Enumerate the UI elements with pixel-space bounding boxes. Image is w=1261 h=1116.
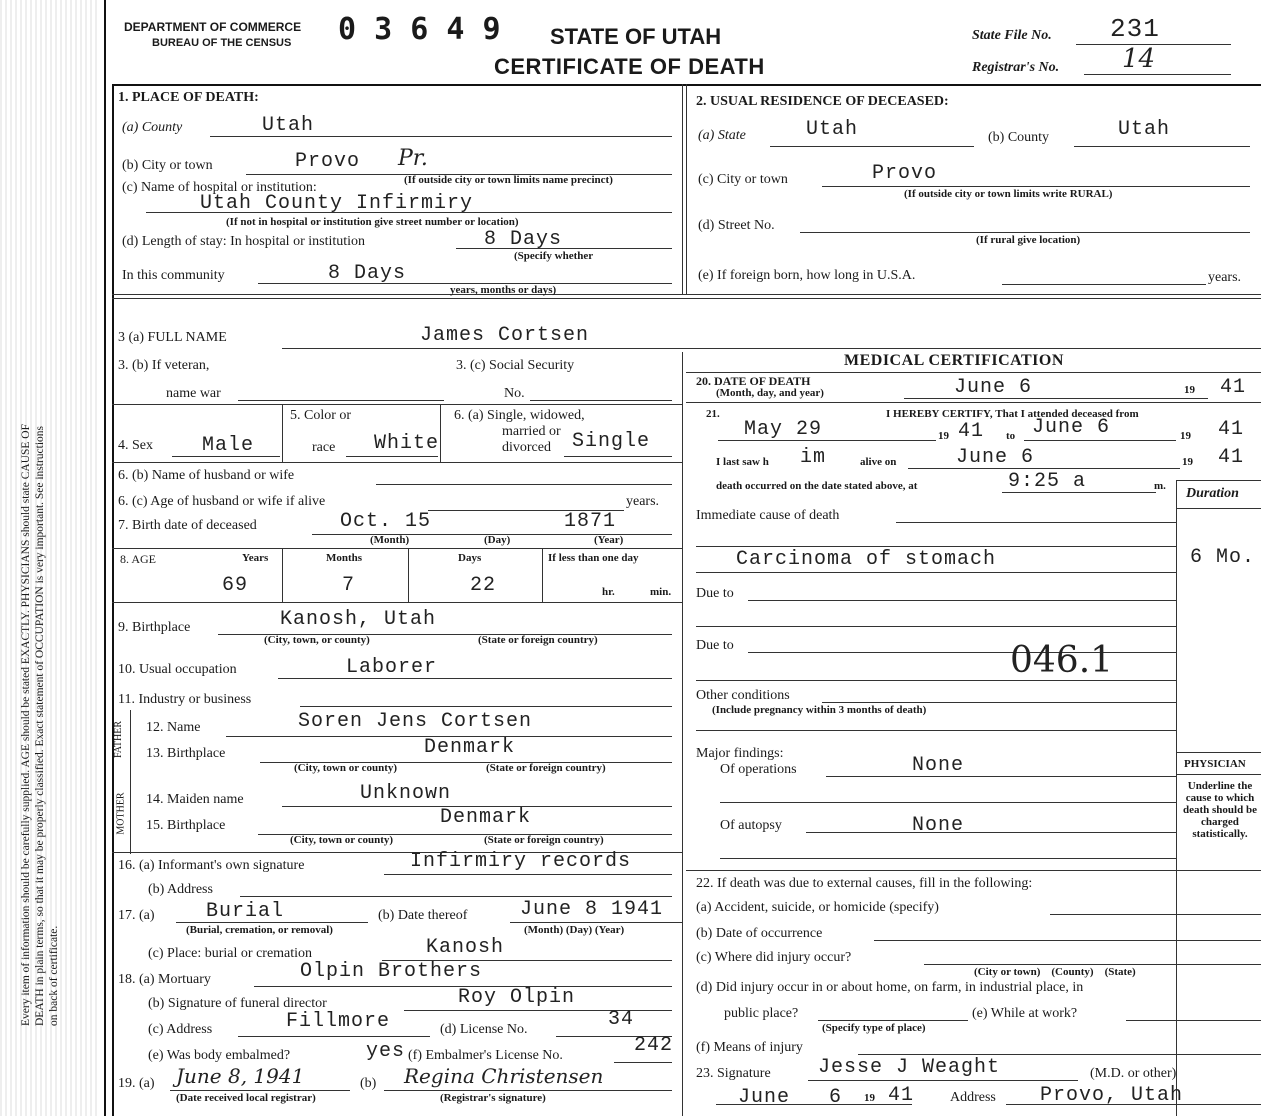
dept-label: DEPARTMENT OF COMMERCE: [124, 20, 302, 34]
registrar-sig-note: (Registrar's signature): [440, 1092, 546, 1104]
physician-address-value: Provo, Utah: [1040, 1084, 1184, 1107]
physician-address-label: Address: [950, 1090, 996, 1105]
res-city-note: (If outside city or town limits write RURAL): [904, 188, 1113, 200]
signature-date: June 6: [738, 1086, 843, 1109]
spouse-age-label: 6. (c) Age of husband or wife if alive: [118, 494, 326, 509]
res-state-value: Utah: [806, 118, 859, 141]
age-hr-label: hr.: [602, 586, 615, 598]
last-saw-date: June 6: [956, 446, 1035, 469]
death-time-m: m.: [1154, 480, 1166, 492]
external-a-label: (a) Accident, suicide, or homicide (specify): [696, 900, 939, 915]
operations-label: Of operations: [720, 762, 797, 777]
specify-note: (Specify whether: [514, 250, 594, 262]
mother-birthplace-label: 15. Birthplace: [146, 818, 226, 833]
state-title: STATE OF UTAH: [550, 24, 722, 49]
ymd-note: years, months or days): [450, 284, 557, 296]
ss-no-label: No.: [504, 386, 525, 401]
margin-instructions: [19, 106, 61, 1026]
registrar-date-note: (Date received local registrar): [176, 1092, 316, 1104]
last-saw-h: im: [800, 446, 827, 469]
dod-value: June 6: [954, 376, 1033, 399]
hospital-label: (c) Name of hospital or institution:: [122, 180, 317, 195]
place-of-death-heading: 1. PLACE OF DEATH:: [118, 90, 259, 105]
md-label: (M.D. or other): [1090, 1066, 1177, 1081]
immediate-cause-label: Immediate cause of death: [696, 508, 840, 523]
spouse-label: 6. (b) Name of husband or wife: [118, 468, 295, 483]
burial-date-note: (Month) (Day) (Year): [524, 924, 625, 936]
color-label: 5. Color or: [290, 408, 352, 423]
dod-year: 41: [1220, 376, 1247, 399]
to-19: 19: [1180, 430, 1191, 442]
alive-on-label: alive on: [860, 456, 897, 468]
last-saw-label: I last saw h: [716, 456, 769, 468]
res-county-label: (b) County: [988, 130, 1050, 145]
informant-value: Infirmiry records: [410, 850, 632, 873]
dod-note: (Month, day, and year): [716, 387, 824, 399]
occupation-label: 10. Usual occupation: [118, 662, 237, 677]
stay-value: 8 Days: [484, 228, 563, 251]
cause-code: 046.1: [1010, 640, 1114, 681]
medical-heading: MEDICAL CERTIFICATION: [844, 352, 1064, 369]
state-file-label: State File No.: [972, 28, 1052, 43]
rural-note: (If rural give location): [976, 234, 1081, 246]
license-label: (d) License No.: [440, 1022, 528, 1037]
full-name-label: 3 (a) FULL NAME: [118, 330, 227, 345]
registrar-date-value: June 8, 1941: [176, 1064, 305, 1088]
signature-year: 41: [888, 1084, 915, 1107]
mother-name-label: 14. Maiden name: [146, 792, 244, 807]
burial-place-label: (c) Place: burial or cremation: [148, 946, 313, 961]
father-state-note: (State or foreign country): [486, 762, 606, 774]
father-name-label: 12. Name: [146, 720, 201, 735]
mortuary-value: Olpin Brothers: [300, 960, 483, 983]
occupation-value: Laborer: [346, 656, 438, 679]
burial-note: (Burial, cremation, or removal): [186, 924, 333, 936]
age-label: 8. AGE: [120, 552, 156, 566]
immediate-cause-value: Carcinoma of stomach: [736, 548, 997, 571]
age-less-header: If less than one day: [548, 552, 639, 564]
stay-label: (d) Length of stay: In hospital or institution: [122, 234, 366, 249]
registrar-number: 14: [1122, 44, 1156, 74]
age-years-value: 69: [222, 574, 249, 597]
res-state-label: (a) State: [698, 128, 746, 143]
age-min-label: min.: [650, 586, 672, 598]
birth-year-note: (Year): [594, 534, 624, 546]
external-e-label: (e) While at work?: [972, 1006, 1078, 1021]
father-birthplace-label: 13. Birthplace: [146, 746, 226, 761]
county-value: Utah: [262, 114, 315, 137]
death-time: 9:25 a: [1008, 470, 1087, 493]
burial-value: Burial: [206, 900, 285, 923]
city-label: (b) City or town: [122, 158, 213, 173]
veteran-label: 3. (b) If veteran,: [118, 358, 210, 373]
birthplace-value: Kanosh, Utah: [280, 608, 437, 631]
physician-note: Underline the cause to which death should be charged statistically.: [1183, 780, 1257, 840]
external-f-label: (f) Means of injury: [696, 1040, 803, 1055]
autopsy-value: None: [912, 814, 965, 837]
external-b-label: (b) Date of occurrence: [696, 926, 823, 941]
burial-date-label: (b) Date thereof: [378, 908, 468, 923]
from-19: 19: [938, 430, 949, 442]
city-value: Provo: [295, 150, 361, 173]
external-c-label: (c) Where did injury occur?: [696, 950, 852, 965]
informant-address-label: (b) Address: [148, 882, 213, 897]
certificate-title: CERTIFICATE OF DEATH: [494, 54, 765, 79]
dod-19: 19: [1184, 384, 1195, 396]
age-days-header: Days: [458, 552, 482, 564]
race-value: White: [374, 432, 440, 455]
due-to-label-2: Due to: [696, 638, 734, 653]
hospital-value: Utah County Infirmiry: [200, 192, 474, 215]
external-c-note: (City or town) (County) (State): [974, 966, 1136, 978]
duration-value: 6 Mo.: [1190, 546, 1256, 569]
from-year: 41: [958, 420, 985, 443]
death-occurred-label: death occurred on the date stated above, at: [716, 480, 918, 492]
serial-stamp: 0 3 6 4 9: [338, 12, 501, 47]
physician-header: PHYSICIAN: [1184, 758, 1246, 770]
registrar-no-label: Registrar's No.: [972, 60, 1060, 75]
birth-month-day: Oct. 15: [340, 510, 432, 533]
mother-state-note: (State or foreign country): [484, 834, 604, 846]
external-d-note: (Specify type of place): [822, 1022, 926, 1034]
state-file-number: 231: [1110, 14, 1160, 44]
attended-to: June 6: [1032, 416, 1111, 439]
res-city-label: (c) City or town: [698, 172, 788, 187]
father-name-value: Soren Jens Cortsen: [298, 710, 533, 733]
other-conditions-note: (Include pregnancy within 3 months of death): [712, 704, 927, 716]
embalmer-value: 242: [634, 1034, 674, 1057]
signature-19: 19: [864, 1092, 875, 1104]
autopsy-label: Of autopsy: [720, 818, 782, 833]
foreign-label: (e) If foreign born, how long in U.S.A.: [698, 268, 916, 283]
embalmer-label: (f) Embalmer's License No.: [408, 1048, 563, 1063]
last-saw-year: 41: [1218, 446, 1245, 469]
external-d-label-2: public place?: [724, 1006, 799, 1021]
informant-label: 16. (a) Informant's own signature: [118, 858, 305, 873]
embalmed-label: (e) Was body embalmed?: [148, 1048, 291, 1063]
father-city-note: (City, town or county): [294, 762, 398, 774]
hospital-note-2: (If not in hospital or institution give street number or location): [226, 216, 519, 228]
father-side-label: FATHER: [113, 720, 125, 759]
duration-header: Duration: [1186, 486, 1239, 501]
foreign-years-label: years.: [1208, 270, 1242, 285]
birthplace-label: 9. Birthplace: [118, 620, 191, 635]
bureau-label: BUREAU OF THE CENSUS: [152, 37, 292, 49]
due-to-label-1: Due to: [696, 586, 734, 601]
community-label: In this community: [122, 268, 225, 283]
marital-label-3: divorced: [502, 440, 551, 455]
burial-label: 17. (a): [118, 908, 155, 923]
margin-instr-3: on back of certificate.: [48, 925, 60, 1026]
director-label: (b) Signature of funeral director: [148, 996, 327, 1011]
burial-place-value: Kanosh: [426, 936, 505, 959]
age-months-header: Months: [326, 552, 363, 564]
major-findings-label: Major findings:: [696, 746, 784, 761]
mother-city-note: (City, town or county): [290, 834, 394, 846]
last-saw-19: 19: [1182, 456, 1193, 468]
margin-instr-1: Every item of information should be carefully supplied. AGE should be stated EXACTLY. PHYSICIANS should state CAUSE OF: [20, 423, 32, 1026]
sex-value: Male: [202, 434, 255, 457]
industry-label: 11. Industry or business: [118, 692, 252, 707]
registrar-date-label: 19. (a): [118, 1076, 155, 1091]
marital-label-2: married or: [502, 424, 561, 439]
margin-instr-2: DEATH in plain terms, so that it may be properly classified. Exact statement of OCCUPATION is very important. See instructions: [34, 425, 46, 1026]
mother-birthplace-value: Denmark: [440, 806, 532, 829]
external-d-label-1: (d) Did injury occur in or about home, on farm, in industrial place, in: [696, 980, 1084, 995]
age-days-value: 22: [470, 574, 497, 597]
registrar-sig-label: (b): [360, 1076, 377, 1091]
race-label: race: [312, 440, 336, 455]
marital-label-1: 6. (a) Single, widowed,: [454, 408, 585, 423]
director-address-label: (c) Address: [148, 1022, 213, 1037]
director-address-value: Fillmore: [286, 1010, 391, 1033]
burial-date-value: June 8 1941: [520, 898, 664, 921]
marital-value: Single: [572, 430, 651, 453]
mother-name-value: Unknown: [360, 782, 452, 805]
birth-month-note: (Month): [370, 534, 410, 546]
dod-label: 20. DATE OF DEATH: [696, 374, 811, 388]
to-year: 41: [1218, 418, 1245, 441]
birth-year: 1871: [564, 510, 617, 533]
license-value: 34: [608, 1008, 635, 1031]
res-city-value: Provo: [872, 162, 938, 185]
birthplace-city-note: (City, town, or county): [264, 634, 370, 646]
community-value: 8 Days: [328, 262, 407, 285]
street-label: (d) Street No.: [698, 218, 775, 233]
residence-heading: 2. USUAL RESIDENCE OF DECEASED:: [696, 94, 949, 109]
birth-day-note: (Day): [484, 534, 511, 546]
other-conditions-label: Other conditions: [696, 688, 790, 703]
mother-side-label: MOTHER: [115, 792, 127, 835]
name-war-label: name war: [166, 386, 221, 401]
birthplace-state-note: (State or foreign country): [478, 634, 598, 646]
to-label: to: [1006, 430, 1016, 442]
director-value: Roy Olpin: [458, 986, 576, 1009]
sex-label: 4. Sex: [118, 438, 153, 453]
hospital-note: (If outside city or town limits name precinct): [404, 174, 613, 186]
physician-signature: Jesse J Weaght: [818, 1056, 1001, 1079]
county-label: (a) County: [122, 120, 183, 135]
certify-text: I HEREBY CERTIFY, That I attended deceased from: [886, 408, 1139, 420]
birth-date-label: 7. Birth date of deceased: [118, 518, 257, 533]
mortuary-label: 18. (a) Mortuary: [118, 972, 211, 987]
operations-value: None: [912, 754, 965, 777]
certify-number: 21.: [706, 408, 720, 420]
embalmed-value: yes: [366, 1040, 406, 1063]
city-handwritten-mark: Pr.: [398, 146, 428, 171]
spouse-years-label: years.: [626, 494, 660, 509]
res-county-value: Utah: [1118, 118, 1171, 141]
full-name-value: James Cortsen: [420, 324, 590, 347]
registrar-signature: Regina Christensen: [404, 1064, 604, 1088]
external-heading: 22. If death was due to external causes, fill in the following:: [696, 876, 1033, 891]
signature-label: 23. Signature: [696, 1066, 771, 1081]
age-years-header: Years: [242, 552, 269, 564]
age-months-value: 7: [342, 574, 356, 597]
ss-label: 3. (c) Social Security: [456, 358, 575, 373]
father-birthplace-value: Denmark: [424, 736, 516, 759]
attended-from: May 29: [744, 418, 823, 441]
